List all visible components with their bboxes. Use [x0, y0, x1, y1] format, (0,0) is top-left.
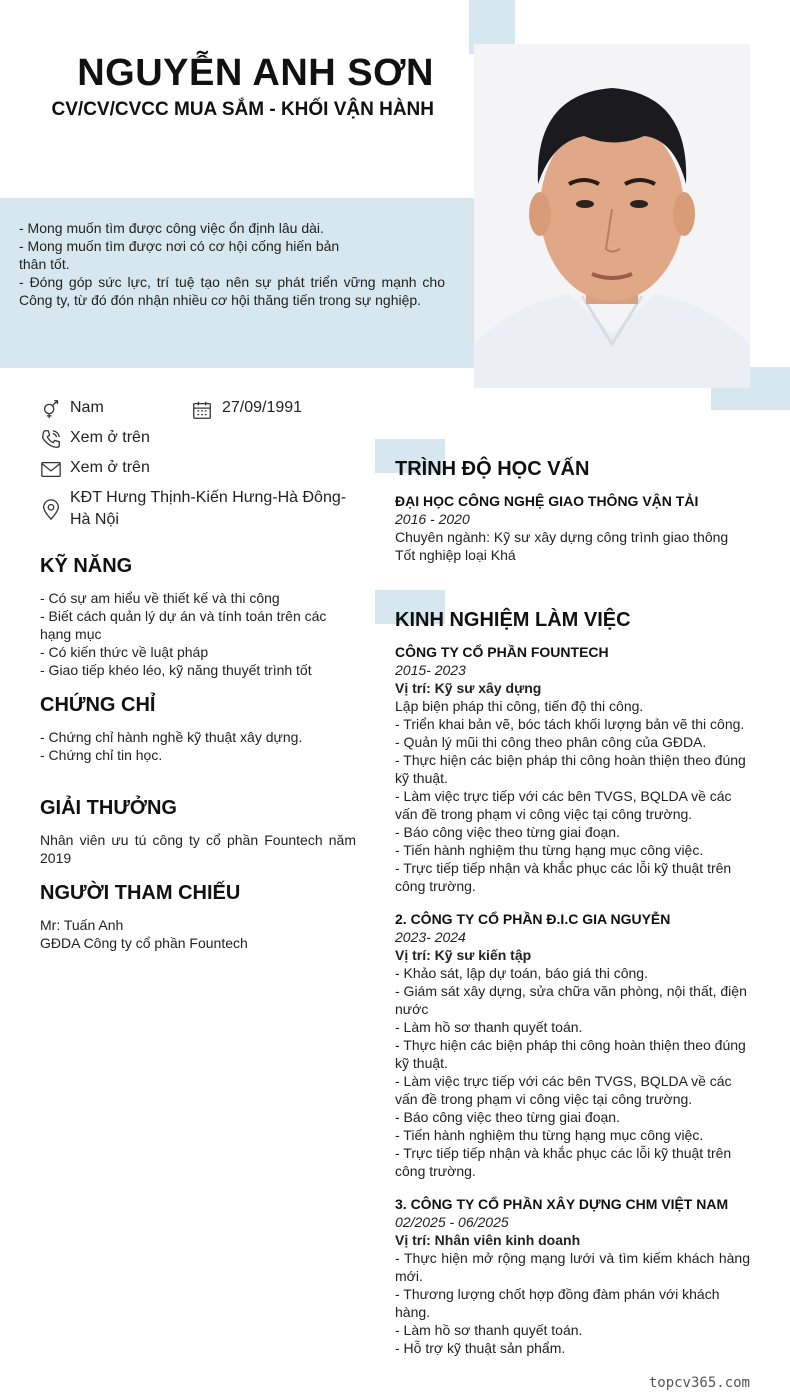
school-name: ĐẠI HỌC CÔNG NGHỆ GIAO THÔNG VẬN TẢI: [395, 493, 699, 509]
phone-value: Xem ở trên: [70, 429, 150, 446]
job-position: Vị trí: Kỹ sư xây dựng: [395, 680, 542, 696]
skill-item: - Có kiến thức về luật pháp: [40, 644, 209, 660]
job-duty: - Thực hiện mở rộng mạng lưới và tìm kiếm khách hàng mới.: [395, 1250, 750, 1284]
certificate-item: - Chứng chỉ tin học.: [40, 747, 163, 763]
job-duty: - Báo công việc theo từng giai đoạn.: [395, 1109, 620, 1125]
watermark[interactable]: topcv365.com: [648, 1375, 750, 1391]
job-duty: - Báo công việc theo từng giai đoạn.: [395, 824, 620, 840]
job-duty: - Thực hiện các biện pháp thi công hoàn thiện theo đúng kỹ thuật.: [395, 1037, 746, 1071]
job-duty: - Làm việc trực tiếp với các bên TVGS, BQLDA về các vấn đề trong phạm vi công việc tại công trường.: [395, 1073, 732, 1107]
job-duty: - Triển khai bản vẽ, bóc tách khối lượng bản vẽ thi công.: [395, 716, 745, 732]
gender-value: Nam: [70, 399, 104, 416]
education-major: Chuyên ngành: Kỹ sư xây dựng công trình giao thông: [395, 529, 729, 545]
job-duty: - Làm việc trực tiếp với các bên TVGS, BQLDA về các vấn đề trong phạm vi công việc tại công trường.: [395, 788, 732, 822]
company-name: 3. CÔNG TY CỔ PHẦN XÂY DỰNG CHM VIỆT NAM: [395, 1196, 729, 1212]
address-value: KĐT Hưng Thịnh-Kiến Hưng-Hà Đông-Hà Nội: [70, 489, 347, 528]
education-title: TRÌNH ĐỘ HỌC VẤN: [395, 458, 590, 480]
references-title: NGƯỜI THAM CHIẾU: [40, 882, 241, 904]
certificates-list: [40, 728, 360, 764]
education-period: 2016 - 2020: [395, 511, 470, 527]
company-name: CÔNG TY CỔ PHẦN FOUNTECH: [395, 644, 609, 660]
calendar-icon: [191, 399, 213, 421]
job-duty: - Hỗ trợ kỹ thuật sản phẩm.: [395, 1340, 566, 1356]
job-duty: - Tiến hành nghiệm thu từng hạng mục công việc.: [395, 842, 704, 858]
experience-title: KINH NGHIỆM LÀM VIỆC: [395, 609, 631, 631]
experience-job: [395, 910, 750, 1180]
awards-title: GIẢI THƯỞNG: [40, 797, 177, 819]
birthday-value: 27/09/1991: [222, 399, 303, 416]
job-duty: - Trực tiếp tiếp nhận và khắc phục các lỗi kỹ thuật trên công trường.: [395, 860, 732, 894]
job-duty: - Giám sát xây dựng, sửa chữa văn phòng, nội thất, điện nước: [395, 983, 747, 1017]
skills-list: [40, 589, 360, 679]
email-value: Xem ở trên: [70, 459, 150, 476]
phone-icon: [40, 428, 62, 450]
job-position: Vị trí: Kỹ sư kiến tập: [395, 947, 532, 963]
profile-photo: [474, 44, 750, 388]
job-duty: - Thương lượng chốt hợp đồng đàm phán với khách hàng.: [395, 1286, 720, 1320]
education-entry: [395, 492, 755, 564]
job-title: CV/CV/CVCC MUA SẮM - KHỐI VẬN HÀNH: [51, 99, 434, 120]
skill-item: - Biết cách quản lý dự án và tính toán trên các hạng mục: [40, 608, 327, 642]
certificates-title: CHỨNG CHỈ: [40, 694, 156, 716]
job-duty: - Tiến hành nghiệm thu từng hạng mục công việc.: [395, 1127, 704, 1143]
job-duty: - Làm hồ sơ thanh quyết toán.: [395, 1019, 583, 1035]
skill-item: - Giao tiếp khéo léo, kỹ năng thuyết trình tốt: [40, 662, 312, 678]
candidate-name: NGUYỄN ANH SƠN: [77, 52, 434, 94]
award-text: Nhân viên ưu tú công ty cổ phần Fountech năm 2019: [40, 832, 356, 866]
job-period: 2015- 2023: [395, 662, 466, 678]
job-period: 2023- 2024: [395, 929, 466, 945]
job-duty: - Quản lý mũi thi công theo phân công của GĐDA.: [395, 734, 707, 750]
job-duty: Lập biện pháp thi công, tiến độ thi công.: [395, 698, 644, 714]
references-list: [40, 916, 360, 952]
certificate-item: - Chứng chỉ hành nghề kỹ thuật xây dựng.: [40, 729, 303, 745]
career-objective: [19, 219, 445, 309]
reference-line: Mr: Tuấn Anh: [40, 917, 124, 933]
skill-item: - Có sự am hiểu về thiết kế và thi công: [40, 590, 280, 606]
gender-icon: [40, 398, 62, 420]
experience-job: [395, 1195, 750, 1357]
job-duty: - Khảo sát, lập dự toán, báo giá thi công.: [395, 965, 648, 981]
reference-line: GĐDA Công ty cổ phần Fountech: [40, 935, 248, 951]
objective-line: - Mong muốn tìm được nơi có cơ hội cống hiến bản thân tốt.: [19, 238, 340, 272]
education-grade: Tốt nghiệp loại Khá: [395, 547, 516, 563]
objective-line: - Mong muốn tìm được công việc ổn định lâu dài.: [19, 220, 324, 236]
location-pin-icon: [40, 499, 62, 521]
skills-title: KỸ NĂNG: [40, 555, 133, 577]
objective-line: - Đóng góp sức lực, trí tuệ tạo nên sự phát triển vững mạnh cho Công ty, từ đó đón nhận nhiều cơ hội thăng tiến trong sự nghiệp.: [19, 274, 445, 308]
job-duty: - Làm hồ sơ thanh quyết toán.: [395, 1322, 583, 1338]
job-period: 02/2025 - 06/2025: [395, 1214, 509, 1230]
company-name: 2. CÔNG TY CỔ PHẦN Đ.I.C GIA NGUYỄN: [395, 911, 671, 927]
job-position: Vị trí: Nhân viên kinh doanh: [395, 1232, 581, 1248]
job-duty: - Trực tiếp tiếp nhận và khắc phục các lỗi kỹ thuật trên công trường.: [395, 1145, 732, 1179]
mail-icon: [40, 458, 62, 480]
job-duty: - Thực hiện các biện pháp thi công hoàn thiện theo đúng kỹ thuật.: [395, 752, 746, 786]
experience-job: [395, 643, 750, 895]
